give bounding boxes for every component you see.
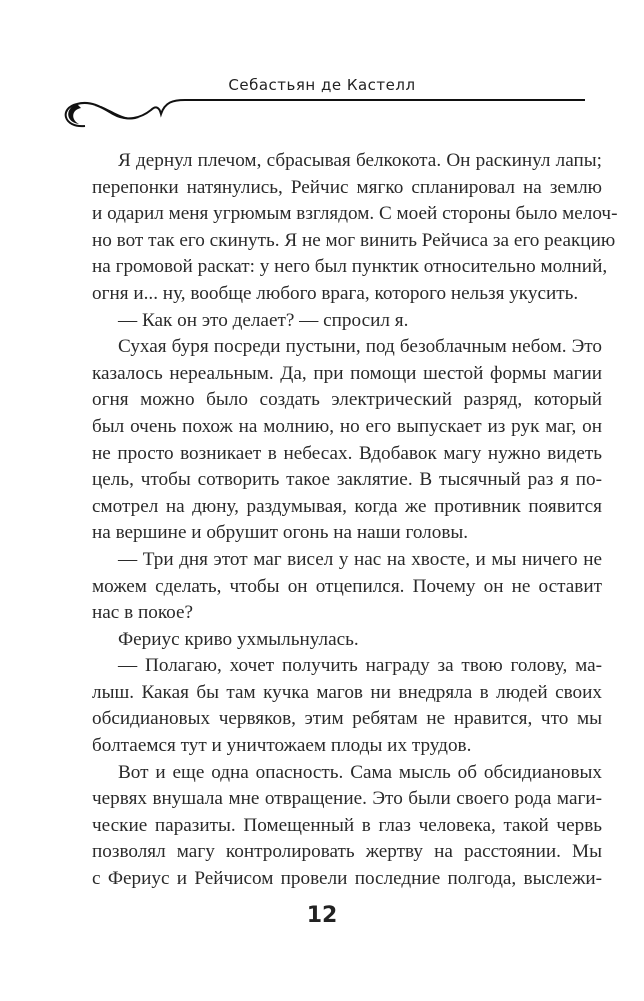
text-line: и одарил меня угрюмым взглядом. С моей стороны было мелоч-: [92, 203, 618, 225]
text-line: цель, чтобы сотворить такое заклятие. В тысячный раз я по-: [92, 469, 602, 491]
flourish-ornament-icon: [55, 92, 595, 132]
text-line: на вершине и обрушит огонь на наши головы.: [92, 522, 469, 544]
text-line: — Три дня этот маг висел у нас на хвосте, и мы ничего не: [118, 548, 602, 570]
text-line: Фериус криво ухмыльнулась.: [118, 628, 359, 650]
text-line: обсидиановых червяков, этим ребятам не нравится, что мы: [92, 708, 602, 730]
text-line: казалось нереальным. Да, при помощи шестой формы магии: [92, 362, 602, 384]
text-line: был очень похож на молнию, но его выпускает из рук маг, он: [92, 415, 602, 437]
text-line: червях внушала мне отвращение. Это были своего рода маги-: [92, 788, 602, 810]
text-line: можем сделать, чтобы он отцепился. Почему он не оставит: [92, 575, 602, 597]
text-line: Сухая буря посреди пустыни, под безоблачным небом. Это: [118, 336, 602, 358]
page-number: 12: [306, 903, 338, 928]
text-line: — Полагаю, хочет получить награду за твою голову, ма-: [118, 655, 602, 677]
text-line: — Как он это делает? — спросил я.: [118, 309, 409, 331]
running-header-author: Себастьян де Кастелл: [228, 76, 416, 94]
body-text: [92, 148, 618, 893]
text-line: позволял магу контролировать жертву на расстоянии. Мы: [92, 841, 602, 863]
text-line: не просто возникает в небесах. Вдобавок магу нужно видеть: [92, 442, 602, 464]
text-line: ческие паразиты. Помещенный в глаз человека, такой червь: [92, 814, 602, 836]
text-line: смотрел на дюну, раздумывая, когда же противник появится: [92, 495, 602, 517]
text-line: на громовой раскат: у него был пунктик относительно молний,: [92, 256, 608, 278]
text-line: огня можно было создать электрический разряд, который: [92, 389, 602, 411]
text-line: огня и... ну, вообще любого врага, которого нельзя укусить.: [92, 282, 579, 304]
text-line: лыш. Какая бы там кучка магов ни внедряла в людей своих: [92, 681, 602, 703]
text-line: но вот так его скинуть. Я не мог винить Рейчиса за его реакцию: [92, 229, 616, 251]
text-line: перепонки натянулись, Рейчис мягко спланировал на землю: [92, 176, 602, 198]
text-line: с Фериус и Рейчисом провели последние полгода, выслежи-: [92, 868, 602, 890]
text-line: болтаемся тут и уничтожаем плоды их трудов.: [92, 735, 472, 757]
text-line: Я дернул плечом, сбрасывая белкокота. Он раскинул лапы;: [118, 150, 602, 171]
text-line: Вот и еще одна опасность. Сама мысль об обсидиановых: [118, 761, 602, 783]
text-line: нас в покое?: [92, 602, 194, 624]
